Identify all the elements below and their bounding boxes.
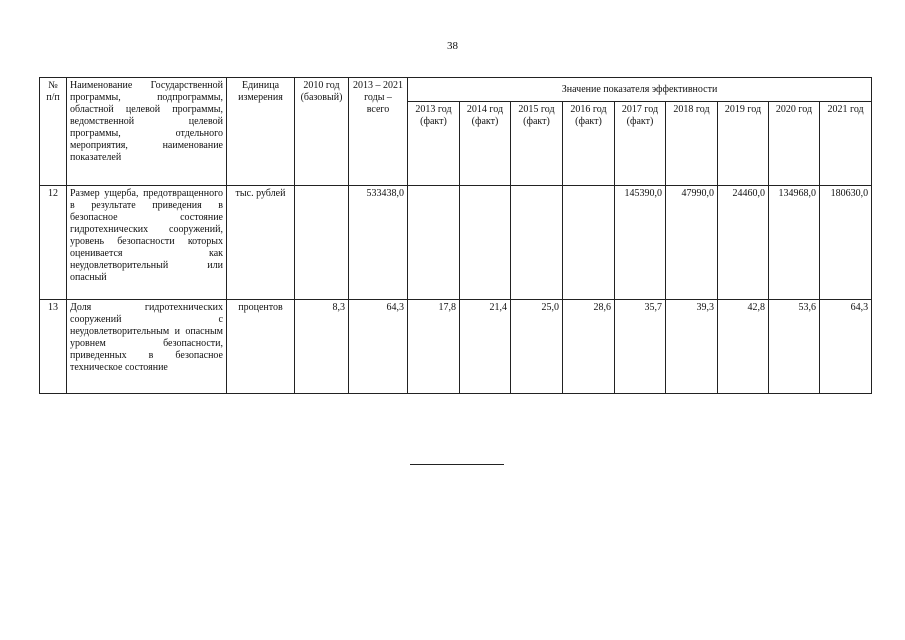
- page-number: 38: [447, 40, 458, 52]
- header-name: Наименование Государственной программы, подпрограммы, областной целевой программы, ведомственной целевой программы, отдельного мероприятия, наименование показателей: [67, 78, 227, 186]
- header-unit: Единица измерения: [227, 78, 295, 186]
- row-year-value: 134968,0: [769, 186, 820, 300]
- row-year-value: [563, 186, 615, 300]
- row-year-value: 47990,0: [666, 186, 718, 300]
- table-row: [40, 186, 872, 300]
- row-year-value: 17,8: [408, 300, 460, 394]
- row-total: 533438,0: [349, 186, 408, 300]
- row-num: 12: [40, 186, 67, 300]
- row-total: 64,3: [349, 300, 408, 394]
- row-name: Размер ущерба, предотвращенного в результате приведения в безопасное состояние гидротехнических сооружений, уровень безопасности которых оценивается как неудовлетворительный или опасный: [67, 186, 227, 300]
- row-year-value: 42,8: [718, 300, 769, 394]
- header-year: 2020 год: [769, 102, 820, 186]
- header-total: 2013 – 2021 годы – всего: [349, 78, 408, 186]
- header-base-year: 2010 год (базовый): [295, 78, 349, 186]
- row-base: 8,3: [295, 300, 349, 394]
- row-num: 13: [40, 300, 67, 394]
- header-year: 2019 год: [718, 102, 769, 186]
- footer-divider: [410, 464, 504, 465]
- row-year-value: 53,6: [769, 300, 820, 394]
- header-year: 2017 год (факт): [615, 102, 666, 186]
- row-year-value: 21,4: [460, 300, 511, 394]
- row-year-value: [460, 186, 511, 300]
- row-year-value: [408, 186, 460, 300]
- row-base: [295, 186, 349, 300]
- indicators-table: [39, 77, 872, 394]
- header-year: 2021 год: [820, 102, 872, 186]
- table-row: [40, 300, 872, 394]
- header-value-group: Значение показателя эффективности: [408, 78, 872, 102]
- header-num: № п/п: [40, 78, 67, 186]
- header-year: 2013 год (факт): [408, 102, 460, 186]
- row-unit: тыс. рублей: [227, 186, 295, 300]
- row-year-value: 28,6: [563, 300, 615, 394]
- header-year: 2014 год (факт): [460, 102, 511, 186]
- row-year-value: 25,0: [511, 300, 563, 394]
- row-year-value: 39,3: [666, 300, 718, 394]
- row-year-value: 64,3: [820, 300, 872, 394]
- header-year: 2016 год (факт): [563, 102, 615, 186]
- row-unit: процентов: [227, 300, 295, 394]
- header-year: 2015 год (факт): [511, 102, 563, 186]
- row-name: Доля гидротехнических сооружений с неудовлетворительным и опасным уровнем безопасности, приведенных в безопасное техническое состояние: [67, 300, 227, 394]
- row-year-value: 24460,0: [718, 186, 769, 300]
- row-year-value: [511, 186, 563, 300]
- row-year-value: 35,7: [615, 300, 666, 394]
- row-year-value: 145390,0: [615, 186, 666, 300]
- header-row: [40, 78, 872, 102]
- row-year-value: 180630,0: [820, 186, 872, 300]
- header-year: 2018 год: [666, 102, 718, 186]
